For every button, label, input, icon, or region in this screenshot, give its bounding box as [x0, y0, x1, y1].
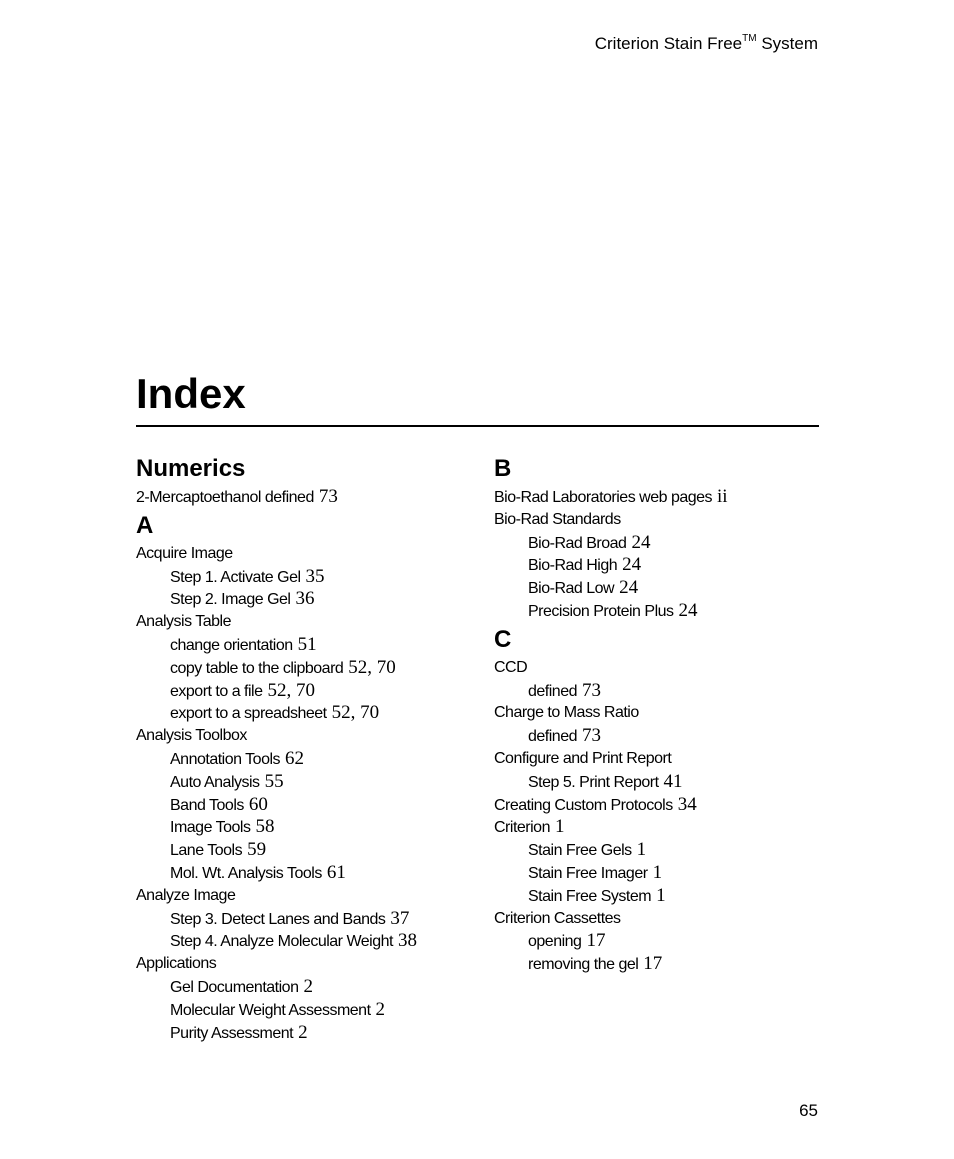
index-entry-text: opening — [528, 933, 582, 951]
index-subentry — [136, 657, 466, 680]
index-page-ref: 38 — [397, 930, 417, 952]
index-entry — [494, 509, 824, 532]
index-entry-text: Step 3. Detect Lanes and Bands — [170, 910, 386, 928]
index-entry-text: Precision Protein Plus — [528, 602, 674, 620]
index-entry-text: Bio-Rad Laboratories web pages — [494, 489, 713, 506]
index-section-heading: A — [136, 511, 154, 539]
index-entry-text: Analysis Table — [136, 613, 231, 631]
index-page-ref: 59 — [247, 839, 267, 861]
index-entry-text: Purity Assessment — [170, 1024, 294, 1042]
index-page-ref: 1 — [554, 816, 565, 838]
index-subentry — [136, 976, 466, 999]
index-page-ref: 1 — [636, 839, 647, 861]
index-page-ref: 17 — [643, 953, 663, 975]
index-entry — [494, 486, 824, 509]
index-subentry — [494, 554, 824, 577]
index-entry-text: Charge to Mass Ratio — [494, 704, 639, 722]
index-subentry — [494, 862, 824, 885]
index-entry-text: Image Tools — [170, 819, 251, 837]
index-page-ref: 61 — [326, 861, 346, 883]
index-subentry — [136, 588, 466, 611]
index-subentry — [136, 999, 466, 1022]
index-page-ref: 36 — [295, 588, 315, 610]
index-page-ref: 1 — [656, 884, 666, 906]
index-entry — [136, 885, 466, 908]
index-page-ref: 52, 70 — [348, 656, 396, 678]
index-entry-text: Stain Free Imager — [528, 864, 648, 882]
index-entry-text: Auto Analysis — [170, 773, 260, 791]
index-entry-text: Bio-Rad Low — [528, 580, 615, 598]
index-entry-text: Stain Free Gels — [528, 842, 632, 860]
index-entry-text: export to a spreadsheet — [170, 705, 327, 723]
index-subentry — [494, 532, 824, 555]
index-subentry — [494, 930, 824, 953]
index-section-heading: Numerics — [136, 455, 246, 482]
index-page-ref: 34 — [677, 793, 697, 815]
index-page-ref: 41 — [663, 770, 683, 792]
index-entry-text: Analysis Toolbox — [136, 727, 247, 745]
index-subentry — [136, 930, 466, 953]
index-page-ref: 35 — [305, 565, 325, 587]
index-subentry — [136, 702, 466, 725]
index-entry-text: Acquire Image — [136, 544, 233, 562]
index-entry-text: Creating Custom Protocols — [494, 796, 673, 814]
index-entry-text: Step 1. Activate Gel — [170, 568, 301, 586]
index-entry-text: defined — [528, 728, 577, 746]
index-entry-text: Bio-Rad Broad — [528, 534, 627, 552]
index-subentry — [494, 771, 824, 794]
index-entry-text: Step 2. Image Gel — [170, 591, 291, 609]
index-page-ref: 52, 70 — [331, 702, 380, 724]
index-entry — [494, 908, 824, 931]
trademark-mark: TM — [742, 33, 757, 44]
index-column-left — [136, 452, 466, 1044]
index-subentry — [494, 839, 824, 862]
index-entry — [136, 611, 466, 634]
index-entry — [494, 816, 824, 839]
index-page-ref: 24 — [678, 599, 698, 621]
index-entry — [494, 794, 824, 817]
index-entry-text: Annotation Tools — [170, 750, 281, 768]
index-entry — [136, 543, 466, 566]
index-entry-text: Lane Tools — [170, 842, 243, 860]
index-entry-text: Mol. Wt. Analysis Tools — [170, 864, 322, 882]
running-header-title: Criterion Stain Free — [594, 34, 743, 53]
index-entry-text: removing the gel — [528, 956, 639, 974]
index-entry — [136, 953, 466, 976]
index-entry-text: Criterion Cassettes — [494, 909, 621, 927]
index-entry-text: Criterion — [494, 819, 550, 837]
index-subentry — [136, 634, 466, 657]
page-title: Index — [136, 370, 246, 417]
index-subentry — [136, 1022, 466, 1045]
index-page-ref: 73 — [582, 679, 601, 701]
index-subentry — [136, 680, 466, 703]
index-column-right — [494, 452, 824, 976]
index-subentry — [136, 748, 466, 771]
index-subentry — [494, 725, 824, 748]
index-page-ref: 58 — [255, 816, 275, 838]
index-subentry — [494, 885, 824, 908]
index-subentry — [494, 577, 824, 600]
index-page-ref: 2 — [298, 1021, 308, 1043]
index-entry-text: Step 5. Print Report — [528, 773, 659, 791]
index-subentry — [494, 600, 824, 623]
running-header-suffix: System — [761, 34, 818, 53]
index-entry-text: Stain Free System — [528, 887, 652, 905]
index-entry-text: Bio-Rad Standards — [494, 510, 621, 528]
index-entry — [136, 725, 466, 748]
title-rule — [136, 425, 819, 427]
index-subentry — [494, 680, 824, 703]
index-page-ref: 37 — [390, 907, 410, 929]
index-entry — [494, 748, 824, 771]
page-number: 65 — [799, 1101, 818, 1120]
index-page-ref: 60 — [248, 793, 268, 815]
index-page-ref: 51 — [297, 633, 317, 655]
running-header — [595, 34, 818, 54]
index-entry-text: Bio-Rad High — [528, 557, 618, 575]
index-entry-text: CCD — [494, 658, 528, 676]
index-page-ref: ii — [717, 486, 728, 507]
index-subentry — [136, 862, 466, 885]
index-section-heading: B — [494, 455, 512, 482]
index-page-ref: 1 — [652, 861, 663, 883]
index-subentry — [136, 816, 466, 839]
index-page-ref: 24 — [631, 531, 651, 553]
index-subentry — [494, 953, 824, 976]
index-entry-text: 2-Mercaptoethanol defined — [136, 489, 314, 506]
index-entry-text: Gel Documentation — [170, 978, 299, 996]
index-subentry — [136, 794, 466, 817]
index-entry — [494, 657, 824, 680]
index-entry-text: Analyze Image — [136, 886, 236, 904]
index-page-ref: 2 — [303, 975, 313, 997]
index-page-ref: 17 — [586, 930, 606, 952]
index-subentry — [136, 908, 466, 931]
index-section-heading: C — [494, 625, 512, 653]
index-entry-text: Configure and Print Report — [494, 749, 672, 767]
index-page-ref: 2 — [375, 998, 386, 1020]
index-entry-text: Molecular Weight Assessment — [170, 1001, 371, 1019]
index-entry-text: defined — [528, 682, 577, 700]
index-entry-text: Step 4. Analyze Molecular Weight — [170, 933, 393, 951]
index-page-ref: 52, 70 — [267, 679, 315, 701]
index-page-ref: 62 — [285, 747, 305, 769]
index-subentry — [136, 771, 466, 794]
index-page-ref: 73 — [318, 486, 338, 507]
index-entry — [136, 486, 466, 509]
index-entry-text: copy table to the clipboard — [170, 659, 344, 677]
index-subentry — [136, 839, 466, 862]
index-page-ref: 55 — [264, 770, 284, 792]
index-entry-text: export to a file — [170, 682, 263, 700]
index-page-ref: 24 — [619, 577, 639, 599]
index-entry-text: Band Tools — [170, 796, 244, 814]
index-entry-text: change orientation — [170, 636, 293, 654]
index-entry-text: Applications — [136, 955, 217, 973]
index-page-ref: 73 — [582, 725, 601, 747]
index-subentry — [136, 566, 466, 589]
index-page-ref: 24 — [622, 554, 642, 576]
index-entry — [494, 702, 824, 725]
